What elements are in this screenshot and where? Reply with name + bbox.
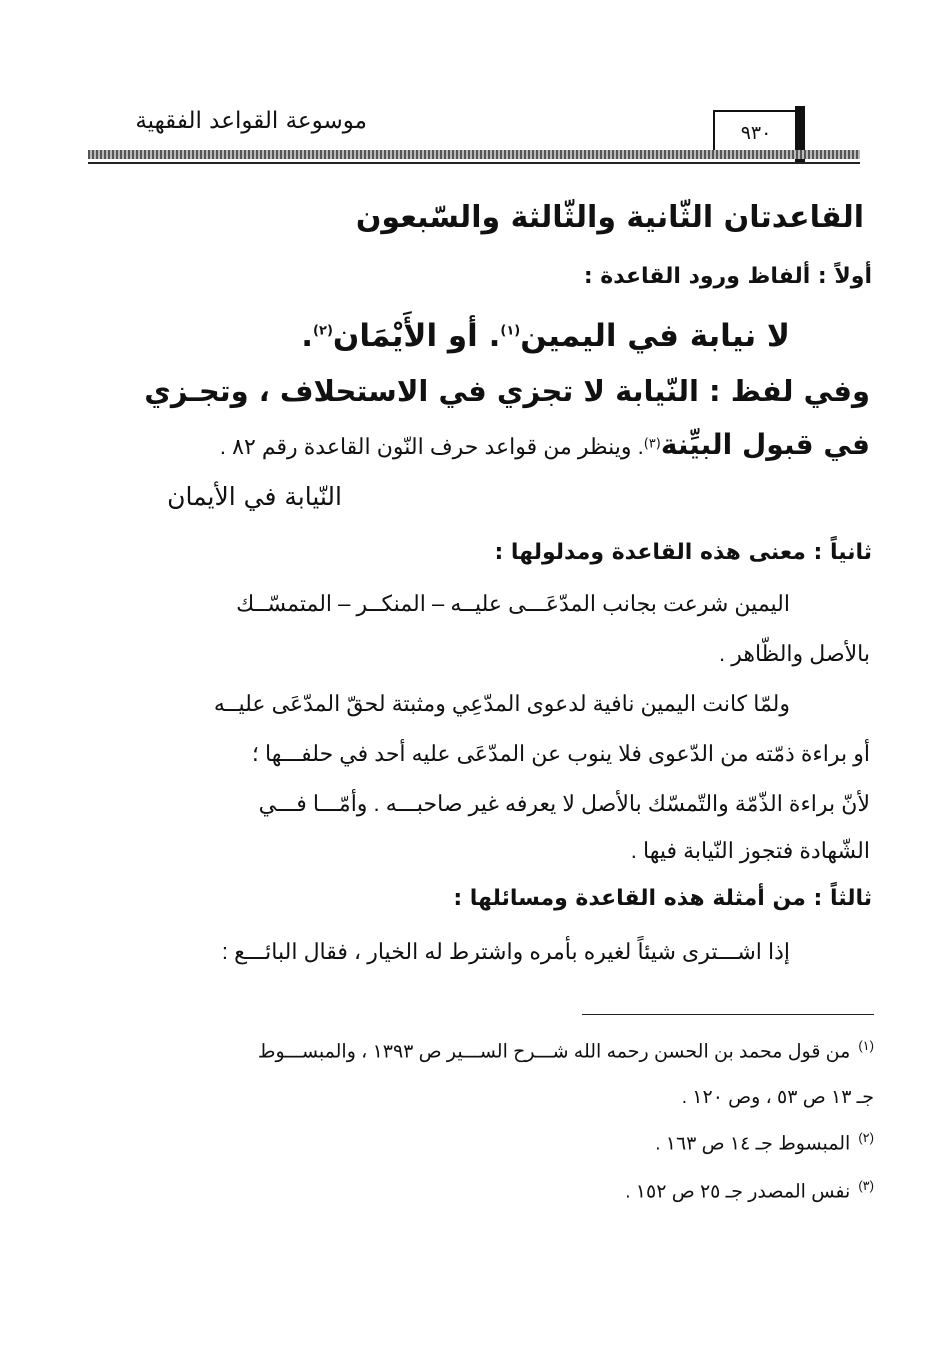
footnote-3-number: (٣) bbox=[858, 1178, 874, 1193]
footnote-2 bbox=[655, 1130, 874, 1155]
footnote-ref-2: (٢) bbox=[313, 323, 333, 339]
page-number: ٩٣٠ bbox=[740, 122, 772, 144]
footnote-3-line1: نفس المصدر جـ ٢٥ ص ١٥٢ . bbox=[625, 1181, 851, 1203]
section2-p1-line2: بالأصل والظّاهر . bbox=[719, 641, 870, 666]
section2-p1-line1: اليمين شرعت بجانب المدّعَـــى عليــه – المنكــر – المتمسّــك bbox=[236, 591, 790, 616]
header-rule bbox=[88, 162, 860, 164]
section2-p2-line1: ولمّا كانت اليمين نافية لدعوى المدّعِي ومثبتة لحقّ المدّعَى عليــه bbox=[213, 691, 790, 716]
section2-title: ثانياً : معنى هذه القاعدة ومدلولها : bbox=[494, 540, 872, 565]
section3-p1-line1: إذا اشـــترى شيئاً لغيره بأمره واشترط له الخيار ، فقال البائـــع : bbox=[221, 939, 790, 964]
rule1-mid: . أو الأَيْمَان bbox=[332, 318, 501, 354]
footnote-ref-3: (٣) bbox=[643, 436, 661, 452]
section1-title: أولاً : ألفاظ ورود القاعدة : bbox=[583, 264, 872, 289]
section2-p2-line4: الشّهادة فتجوز النّيابة فيها . bbox=[630, 838, 870, 863]
rule2-line2 bbox=[220, 428, 870, 461]
rule2-line1: وفي لفظ : النّيابة لا تجزي في الاستحلاف ، وتجـزي bbox=[144, 374, 870, 408]
rule1-text: لا نيابة في اليمين bbox=[520, 318, 790, 354]
footnote-1-line2: جـ ١٣ ص ٥٣ ، وص ١٢٠ . bbox=[681, 1087, 874, 1108]
section2-p2-line2: أو براءة ذمّته من الدّعوى فلا ينوب عن المدّعَى عليه أحد في حلفـــها ؛ bbox=[251, 741, 870, 766]
rule2-bold: في قبول البيِّنة bbox=[660, 428, 870, 461]
footnote-2-number: (٢) bbox=[858, 1130, 874, 1145]
section2-p2-line3: لأنّ براءة الذّمّة والتّمسّك بالأصل لا يعرفه غير صاحبـــه . وأمّـــا فـــي bbox=[258, 791, 870, 816]
page-heading: القاعدتان الثّانية والثّالثة والسّبعون bbox=[355, 200, 864, 235]
footnote-ref-1: (١) bbox=[500, 323, 521, 339]
header-title: موسوعة القواعد الفقهية bbox=[135, 108, 367, 134]
subtitle: النّيابة في الأيمان bbox=[167, 482, 342, 511]
section3-title: ثالثاً : من أمثلة هذه القاعدة ومسائلها : bbox=[453, 886, 872, 911]
header-stripe bbox=[88, 150, 860, 159]
footnote-1-number: (١) bbox=[858, 1038, 874, 1053]
rule2-rest: . وينظر من قواعد حرف النّون القاعدة رقم ٨٢ . bbox=[219, 434, 644, 459]
footnote-rule bbox=[582, 1014, 874, 1015]
footnote-1-line1: من قول محمد بن الحسن رحمه الله شـــرح الســـير ص ١٣٩٣ ، والمبســـوط bbox=[257, 1041, 851, 1063]
footnote-3 bbox=[625, 1178, 874, 1203]
footnote-1 bbox=[258, 1038, 874, 1063]
rule1-line bbox=[301, 318, 790, 354]
rule1-end: . bbox=[301, 318, 314, 354]
footnote-2-line1: المبسوط جـ ١٤ ص ١٦٣ . bbox=[655, 1133, 851, 1155]
